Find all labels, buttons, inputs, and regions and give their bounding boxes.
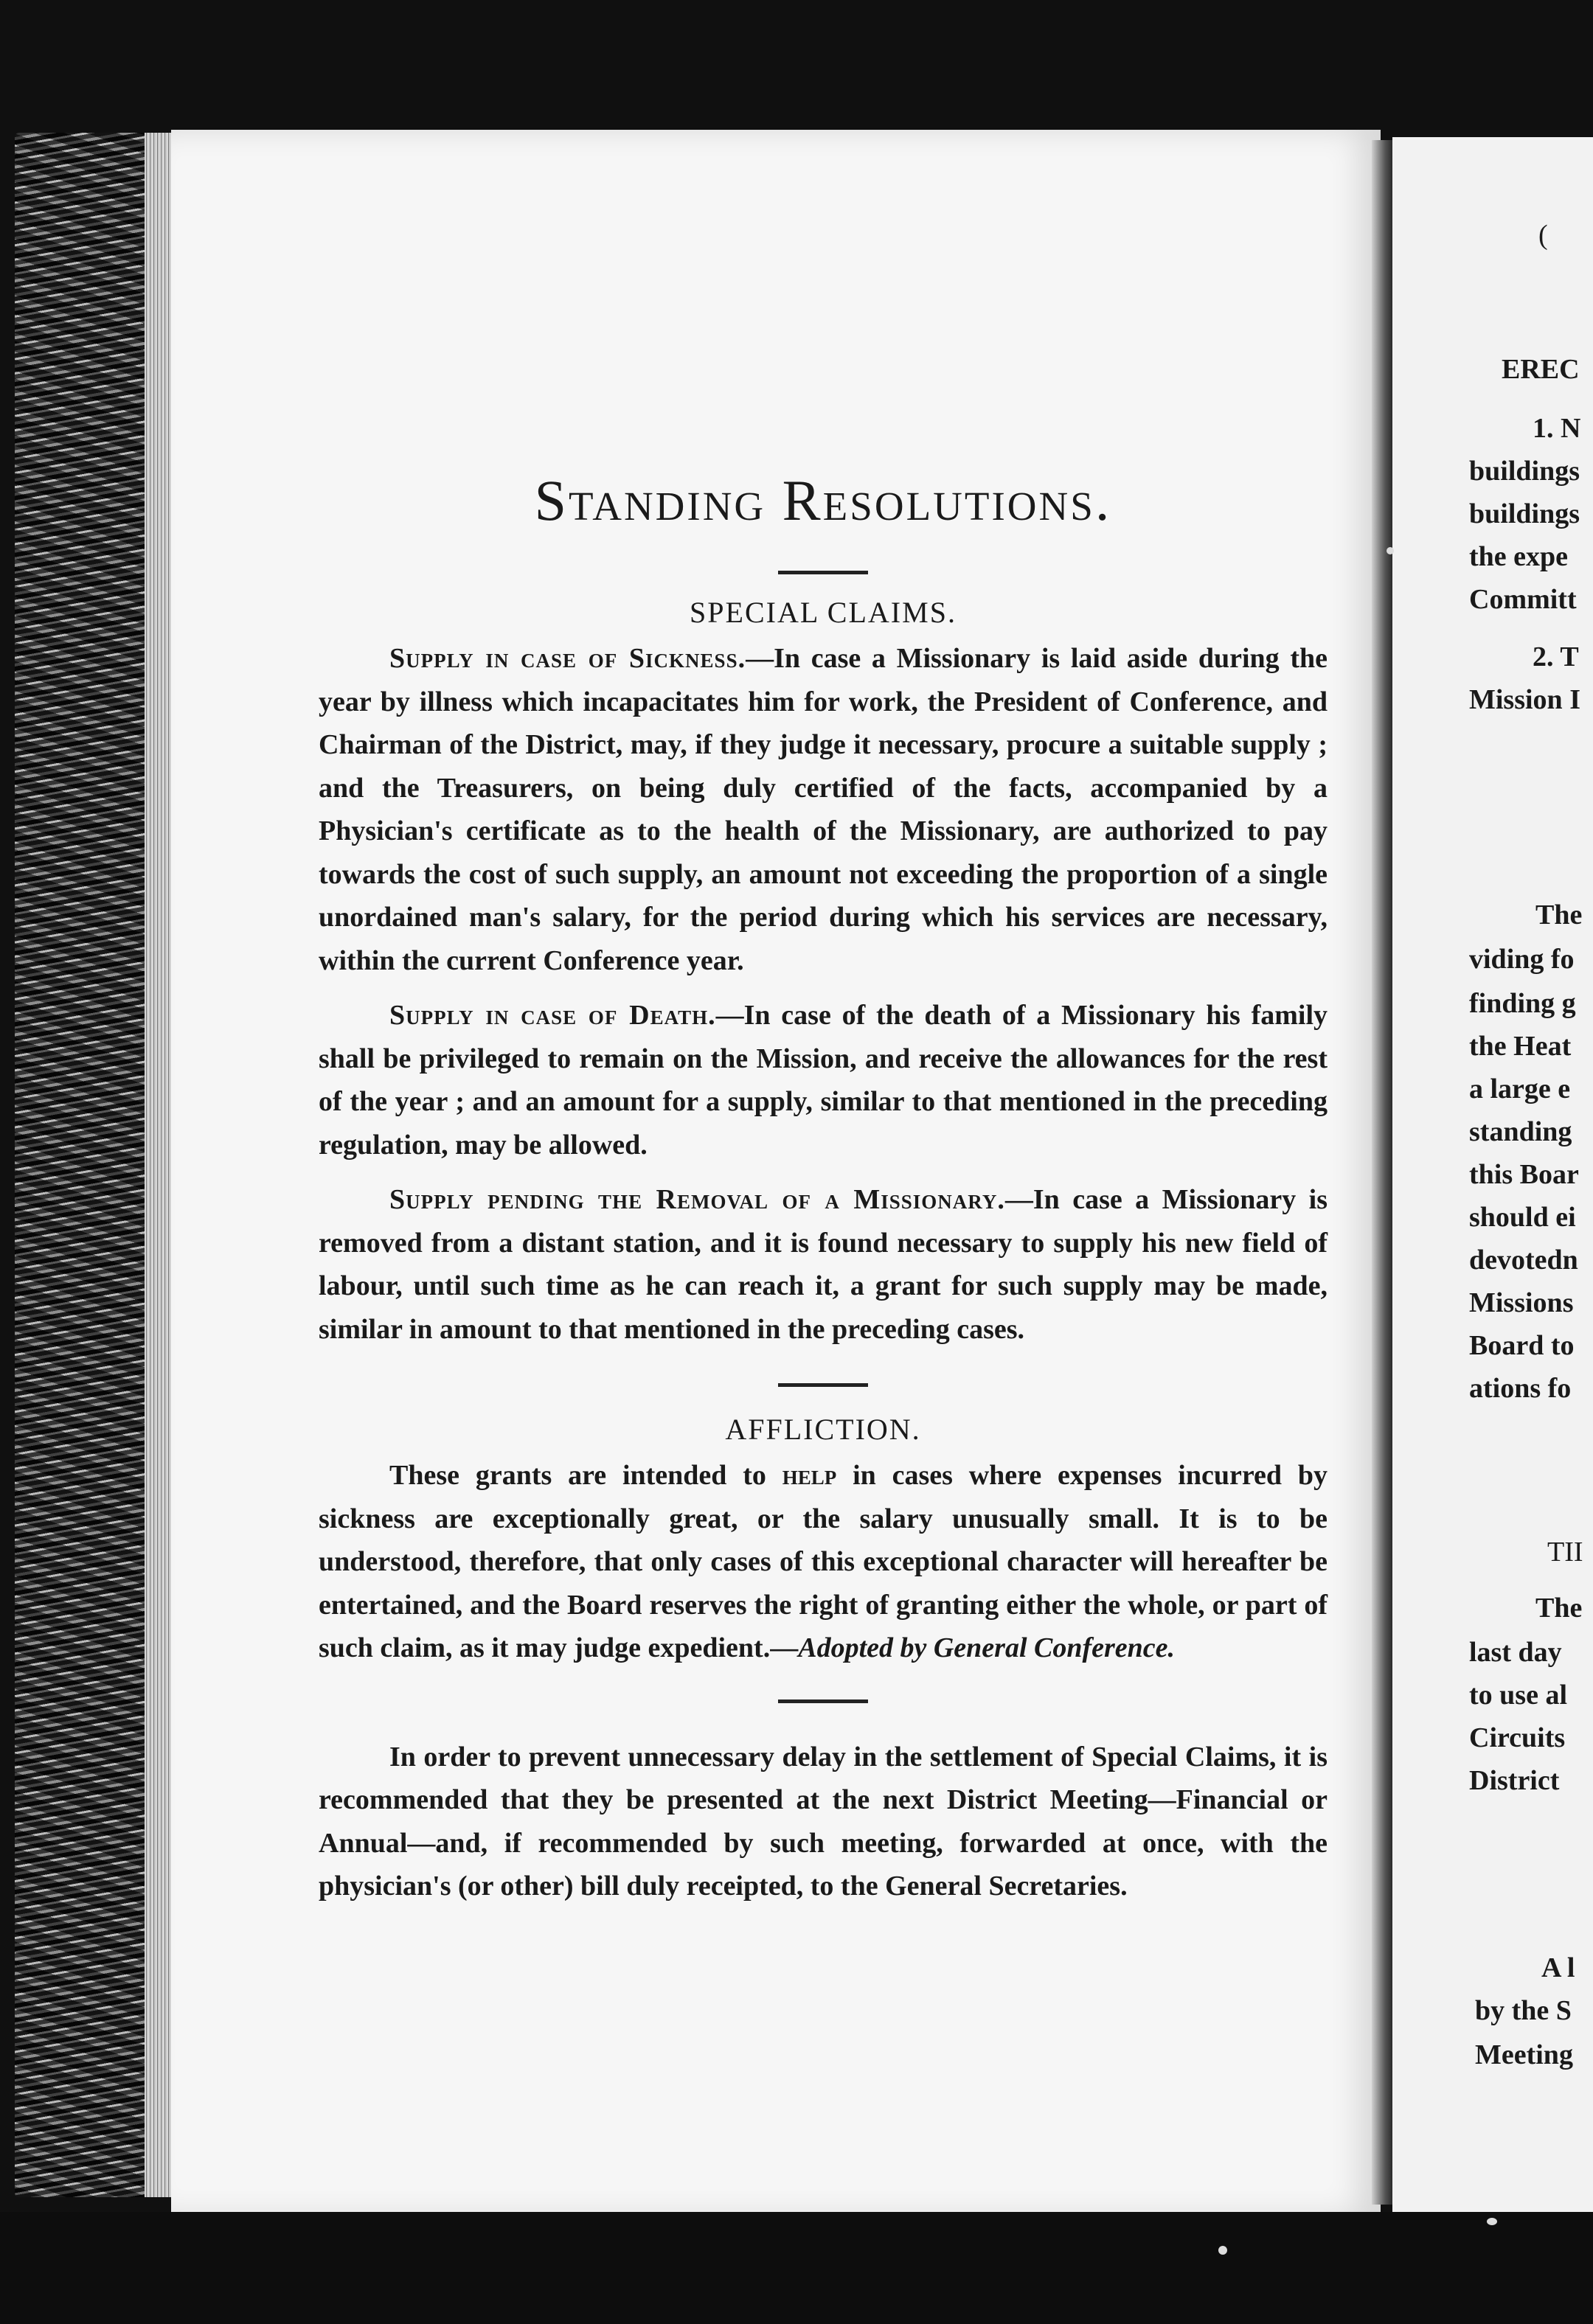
sickness-run-in: Supply in case of Sickness.	[389, 643, 746, 674]
right-fragment: finding g	[1469, 988, 1576, 1019]
right-fragment: District	[1469, 1765, 1560, 1796]
death-text: —In case of the death of a Missionary his family shall be privileged to remain on the Mission, and receive the allowances for the rest of the year ; and an amount for a supply, similar to that mentioned in the preceding regulation, may be allowed.	[319, 1000, 1328, 1161]
right-fragment: EREC	[1502, 354, 1580, 385]
right-fragment: 1. N	[1533, 413, 1581, 444]
closing-paragraph: In order to prevent unnecessary delay in the settlement of Special Claims, it is recommended that they be presented at the next District Meeting—Financial or Annual—and, if recommended by such meeting, forwarded at once, with the physician's (or other) bill duly receipted, to the General Secretaries.	[319, 1741, 1328, 1902]
removal-paragraph	[319, 1178, 1328, 1351]
right-fragment: last day	[1469, 1637, 1562, 1668]
right-fragment: viding fo	[1469, 944, 1575, 975]
affliction-text-after: in cases where expenses incurred by sickness are exceptionally great, or the salary unusually small. It is to be understood, therefore, that only cases of this exceptional character will hereafter be entertained, and the Board reserves the right of granting either the whole, or part of such claim, as it may judge expedient.—	[319, 1460, 1328, 1663]
closing-rule	[778, 1699, 868, 1703]
right-fragment: Circuits	[1469, 1722, 1566, 1753]
right-fragment: Committ	[1469, 584, 1577, 615]
left-page-content	[319, 468, 1328, 1908]
right-fragment: Board to	[1469, 1330, 1575, 1361]
death-paragraph	[319, 994, 1328, 1166]
adopted-note: Adopted by General Conference.	[798, 1632, 1176, 1663]
right-fragment: a large e	[1469, 1074, 1571, 1104]
affliction-text-before: These grants are intended to	[389, 1460, 782, 1491]
section-rule	[778, 1383, 868, 1387]
page-stack-edge	[145, 133, 174, 2197]
right-fragment: should ei	[1469, 1202, 1576, 1233]
right-fragment: the expe	[1469, 541, 1569, 572]
affliction-paragraph	[319, 1454, 1328, 1670]
page-title: Standing Resolutions.	[534, 468, 1112, 532]
right-fragment: this Boar	[1469, 1159, 1579, 1190]
right-fragment: 2. T	[1533, 641, 1579, 672]
right-fragment: A l	[1541, 1952, 1575, 1983]
book-gutter	[1372, 140, 1394, 2205]
right-fragment: Missions	[1469, 1287, 1574, 1318]
right-fragment: the Heat	[1469, 1031, 1572, 1062]
right-fragment: The	[1535, 1593, 1583, 1624]
bottom-film-strip	[0, 2212, 1593, 2324]
right-fragment: buildings	[1469, 456, 1580, 487]
right-fragment: standing	[1469, 1116, 1572, 1147]
right-fragment: The	[1535, 900, 1583, 930]
film-speck	[1218, 2246, 1227, 2255]
death-run-in: Supply in case of Death.	[389, 1000, 716, 1031]
sickness-paragraph	[319, 637, 1328, 982]
help-word: help	[782, 1460, 837, 1491]
right-fragment: Meeting	[1475, 2039, 1573, 2070]
sickness-text: —In case a Missionary is laid aside during the year by illness which incapacitates him for work, the President of Conference, and Chairman of the District, may, if they judge it necessary, procure a suitable supply ; and the Treasurers, on being duly certified of the facts, accompanied by a Physician's certificate as to the health of the Missionary, are authorized to pay towards the cost of such supply, an amount not exceeding the proportion of a single unordained man's salary, for the period during which his services are necessary, within the current Conference year.	[319, 643, 1328, 976]
film-speck	[1487, 2218, 1497, 2225]
right-fragment: TII	[1547, 1537, 1583, 1568]
removal-text: —In case a Missionary is removed from a distant station, and it is found necessary to supply his new field of labour, until such time as he can reach it, a grant for such supply may be made, similar in amount to that mentioned in the preceding cases.	[319, 1184, 1328, 1345]
right-fragment: by the S	[1475, 1995, 1572, 2026]
title-rule	[778, 571, 868, 574]
right-fragment: to use al	[1469, 1680, 1567, 1711]
removal-run-in: Supply pending the Removal of a Missionary.	[389, 1184, 1005, 1215]
film-speck	[1386, 547, 1394, 554]
right-fragment: (	[1538, 220, 1548, 251]
special-claims-heading: SPECIAL CLAIMS.	[690, 596, 957, 629]
right-fragment: buildings	[1469, 498, 1580, 529]
right-fragment: Mission I	[1469, 684, 1580, 715]
right-fragment: devotedn	[1469, 1245, 1578, 1276]
affliction-heading: AFFLICTION.	[725, 1413, 921, 1446]
right-fragment: ations fo	[1469, 1373, 1572, 1404]
